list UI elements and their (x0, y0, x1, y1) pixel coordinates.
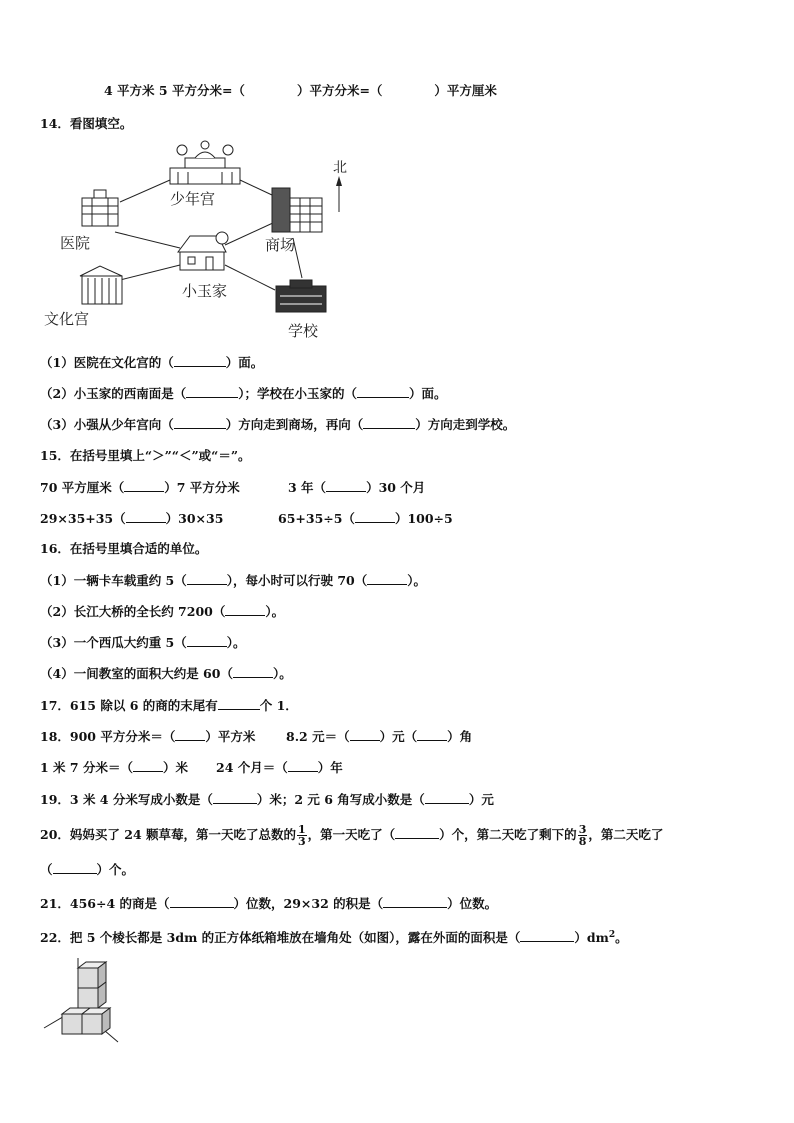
mall-label: 商场 (265, 236, 296, 254)
answer-blank[interactable] (124, 479, 164, 492)
q16-sub2: （2）长江大桥的全长约 7200（ ）。 (40, 604, 285, 619)
q15-r1a: 70 平方厘米（ ）7 平方分米 (40, 480, 240, 495)
q17: 17．615 除以 6 的商的末尾有 个 1． (40, 698, 298, 713)
q22: 22．把 5 个棱长都是 3dm 的正方体纸箱堆放在墙角处（如图），露在外面的面积是（ ）$dm^2$。 (40, 930, 628, 946)
q15-title: 15．在括号里填上“＞”“＜”或“＝”。 (40, 448, 251, 463)
answer-blank[interactable] (355, 510, 395, 523)
map-line (115, 232, 180, 248)
home-icon (178, 232, 228, 270)
q18-r2a: 1 米 7 分米＝（ ）米 (40, 760, 188, 775)
answer-blank[interactable] (288, 759, 318, 772)
answer-blank[interactable] (174, 354, 226, 367)
answer-blank[interactable] (187, 572, 227, 585)
answer-blank[interactable] (395, 826, 439, 839)
answer-blank[interactable] (133, 759, 163, 772)
q18-r2b: 24 个月＝（ ）年 (216, 760, 343, 775)
q16-sub4: （4）一间教室的面积大约是 60（ ）。 (40, 666, 292, 681)
map-line (240, 180, 272, 195)
answer-blank[interactable] (126, 510, 166, 523)
q15-r1b: 3 年（ ）30 个月 (288, 480, 426, 495)
q14-sub1: （1）医院在文化宫的（ ）面。 (40, 355, 264, 370)
school-label: 学校 (288, 322, 319, 340)
q21: 21．456÷4 的商是（ ）位数，29×32 的积是（ ）位数。 (40, 896, 498, 911)
q20-line1: 20．妈妈买了 24 颗草莓，第一天吃了总数的 $\frac{1}{3}$ ，第一天吃了（ ）个，第二天吃了剩下的 $\frac{3}{8}$ ，第二天吃了 (40, 823, 664, 848)
north-arrow-icon (336, 176, 342, 212)
q14-sub3: （3）小强从少年宫向（ ）方向走到商场，再向（ ）方向走到学校。 (40, 417, 516, 432)
culture-palace-icon (80, 266, 122, 304)
q13-continuation: 4 平方米 5 平方分米=（ ）平方分米=（ ）平方厘米 (104, 83, 497, 98)
north-label: 北 (333, 160, 347, 176)
answer-blank[interactable] (350, 728, 380, 741)
stacked-cubes-figure (42, 948, 132, 1048)
youth-palace-icon (170, 141, 240, 184)
school-icon (276, 280, 326, 312)
direction-map (40, 140, 380, 340)
q15-r2a: 29×35+35（ ）30×35 (40, 511, 224, 526)
q19: 19．3 米 4 分米写成小数是（ ）米；2 元 6 角写成小数是（ ）元 (40, 792, 494, 807)
fraction-one-third: $\frac{1}{3}$ (298, 823, 306, 848)
answer-blank[interactable] (175, 728, 205, 741)
answer-blank[interactable] (233, 665, 273, 678)
answer-blank[interactable] (245, 83, 297, 95)
hospital-icon (82, 190, 118, 226)
answer-blank[interactable] (186, 385, 238, 398)
fraction-three-eighths: $\frac{3}{8}$ (578, 823, 587, 848)
hospital-label: 医院 (60, 234, 91, 252)
answer-blank[interactable] (357, 385, 409, 398)
answer-blank[interactable] (53, 861, 97, 874)
answer-blank[interactable] (425, 791, 469, 804)
answer-blank[interactable] (218, 697, 260, 710)
culture-palace-label: 文化宫 (44, 310, 90, 328)
answer-blank[interactable] (363, 416, 415, 429)
answer-blank[interactable] (382, 83, 434, 95)
q16-sub1: （1）一辆卡车载重约 5（ ），每小时可以行驶 70（ ）。 (40, 573, 427, 588)
q20-line2: （ ）个。 (40, 862, 135, 877)
answer-blank[interactable] (170, 895, 234, 908)
map-line (120, 180, 170, 202)
answer-blank[interactable] (213, 791, 257, 804)
answer-blank[interactable] (383, 895, 447, 908)
mall-icon (272, 188, 322, 232)
answer-blank[interactable] (174, 416, 226, 429)
map-line (120, 265, 180, 280)
answer-blank[interactable] (417, 728, 447, 741)
q16-title: 16．在括号里填合适的单位。 (40, 541, 208, 556)
q18-r1b: 8.2 元＝（ ）元（ ）角 (286, 729, 473, 744)
q16-sub3: （3）一个西瓜大约重 5（ ）。 (40, 635, 246, 650)
youth-palace-label: 少年宫 (170, 190, 216, 208)
answer-blank[interactable] (520, 929, 574, 942)
map-line (225, 265, 275, 290)
answer-blank[interactable] (225, 603, 265, 616)
answer-blank[interactable] (187, 634, 227, 647)
answer-blank[interactable] (326, 479, 366, 492)
home-label: 小玉家 (182, 282, 228, 300)
q18-r1a: 18．900 平方分米＝（ ）平方米 (40, 729, 256, 744)
q14-sub2: （2）小玉家的西南面是（ ）；学校在小玉家的（ ）面。 (40, 386, 447, 401)
answer-blank[interactable] (367, 572, 407, 585)
q14-title: 14．看图填空。 (40, 116, 133, 131)
q15-r2b: 65+35÷5（ ）100÷5 (278, 511, 453, 526)
